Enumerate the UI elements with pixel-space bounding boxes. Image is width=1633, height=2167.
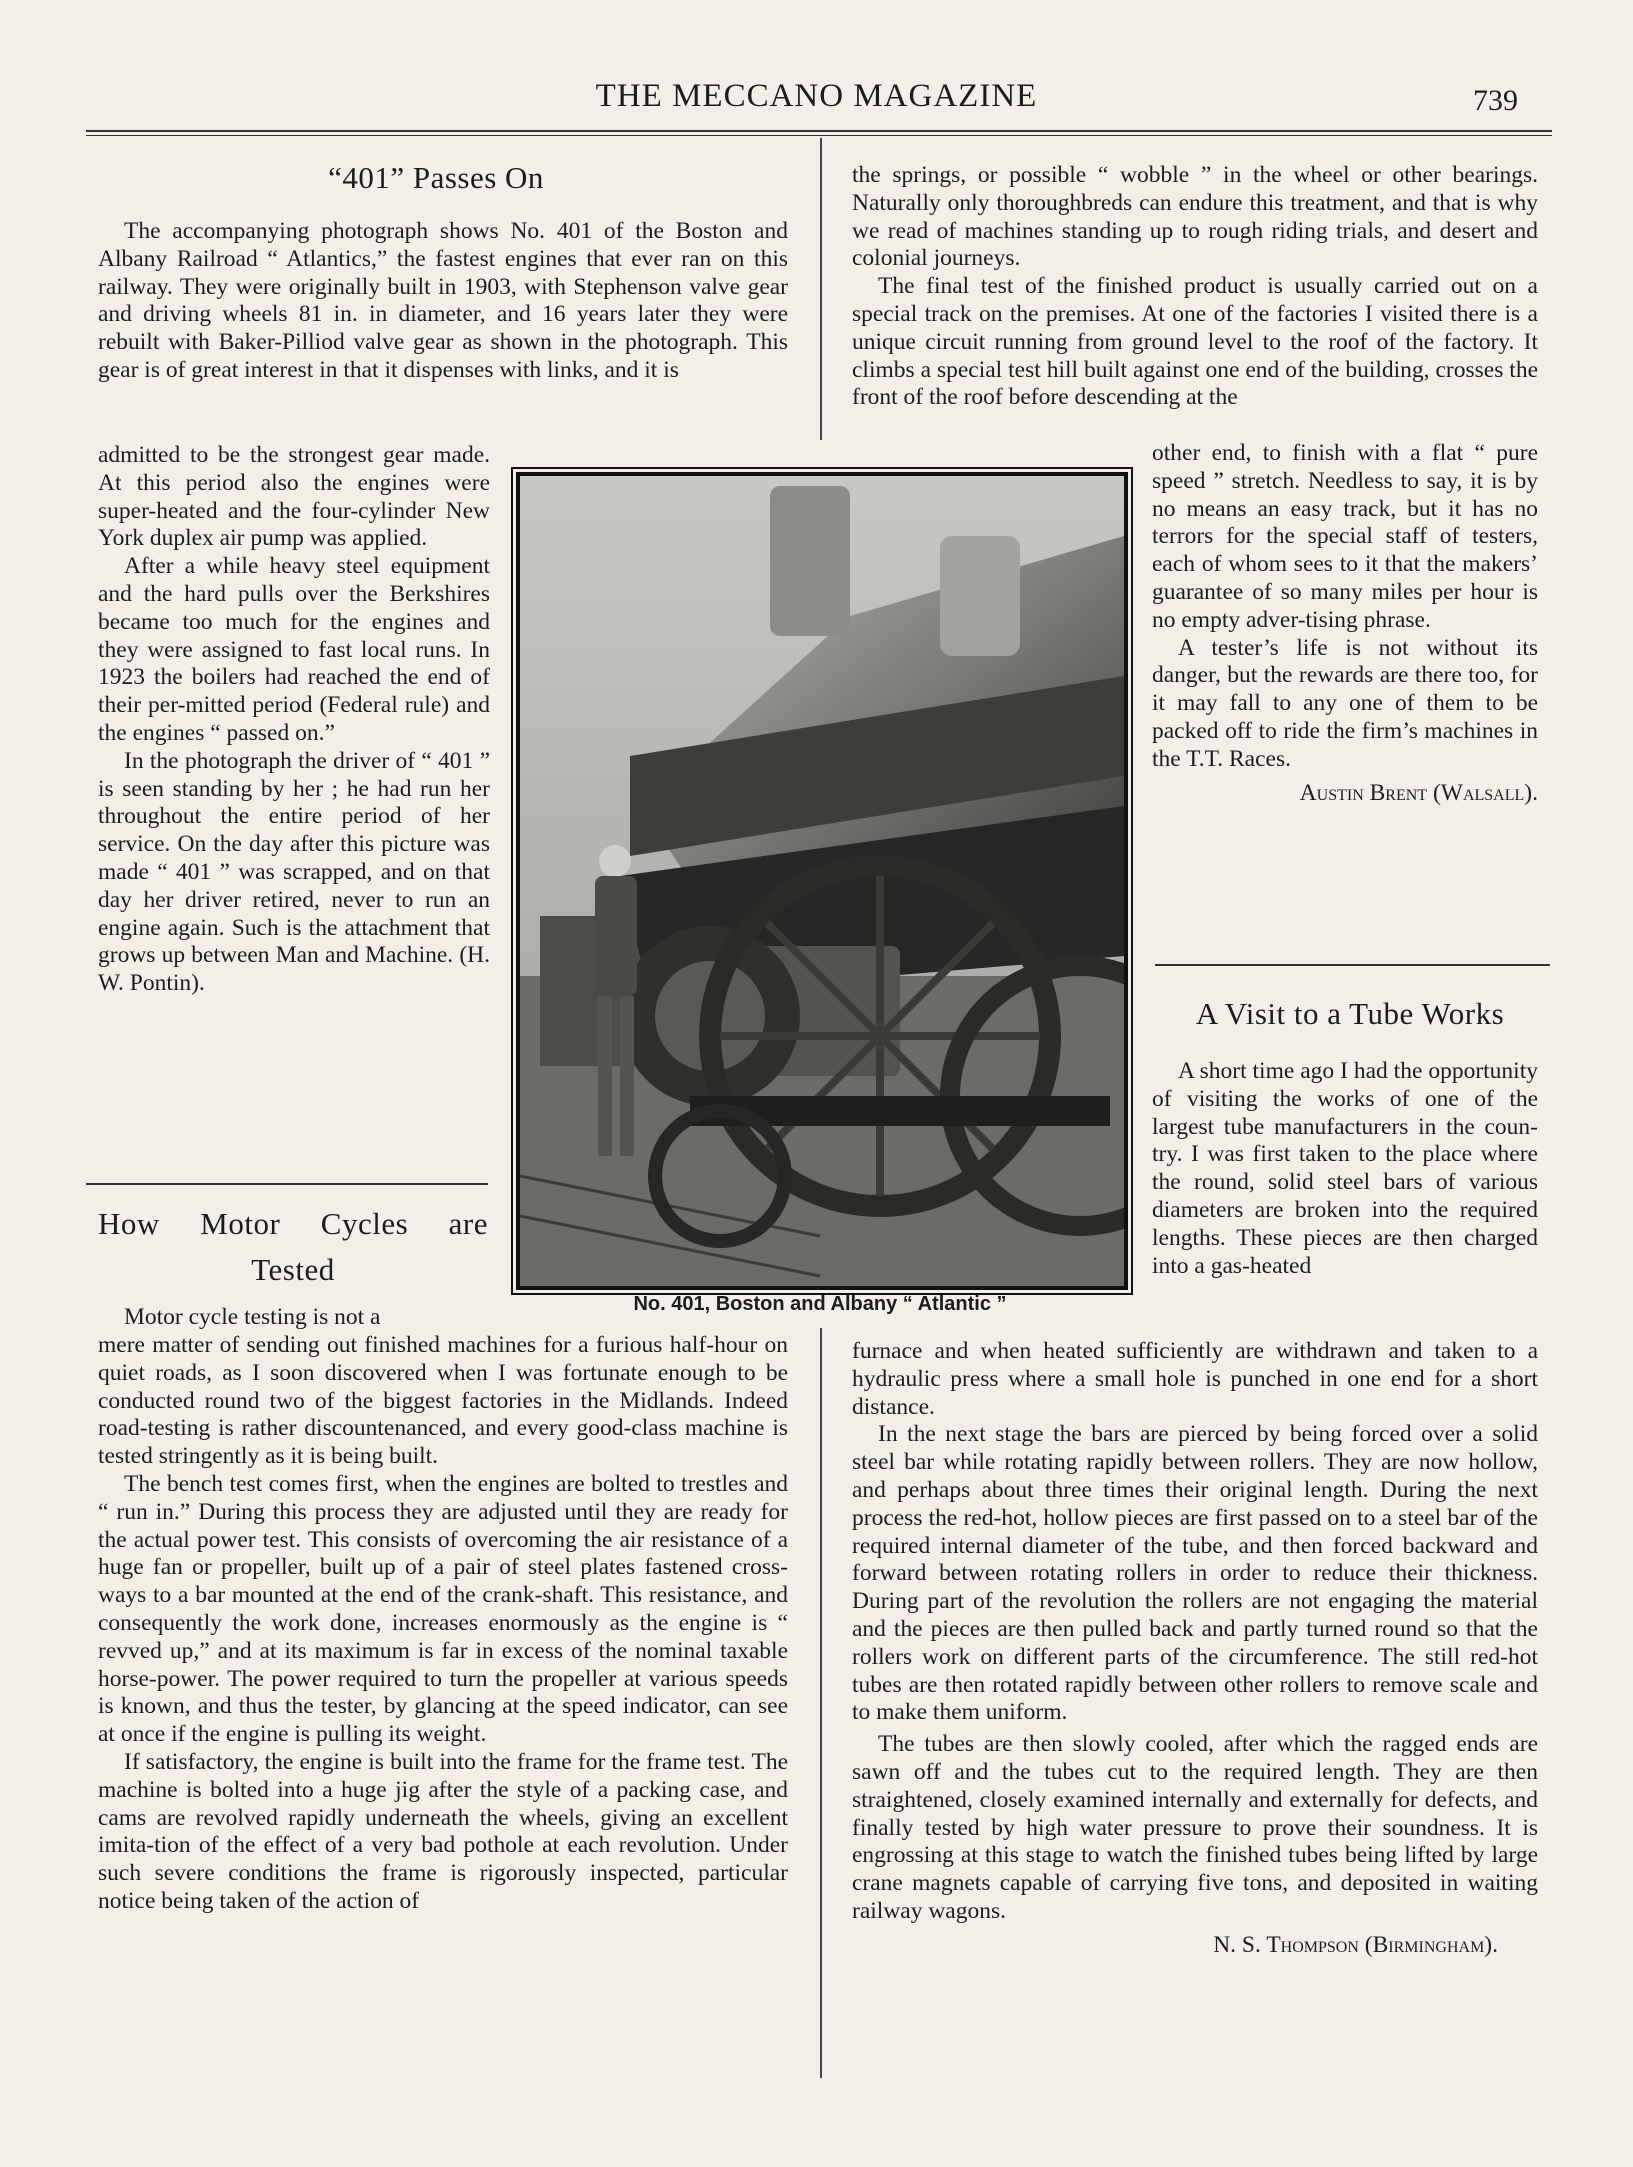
author-signature: Austin Brent (Walsall). [1299,779,1538,806]
paragraph: A short time ago I had the opportunity of visiting the works of one of the largest tube manufacturers in the coun-try. I was first taken to the place where the round, solid steel bars of various diameters are broken into the required lengths. These pieces are then charged into a gas-heated [1152,1058,1538,1279]
article-title-401: “401” Passes On [328,160,544,195]
locomotive-illustration [520,476,1124,1286]
paragraph: A tester’s life is not without its danger, but the rewards are there too, for it may fall to any one of them to be packed off to ride the firm’s machines in the T.T. Races. [1152,634,1538,772]
paragraph: In the next stage the bars are pierced by being forced over a solid steel bar while rotating rapidly between rollers. They are now hollow, and perhaps about three times their original length. During the next process the red-hot, hollow pieces are first passed on to a steel bar of the required internal diameter of the tube, and then forced backward and forward between rotating rollers in order to reduce their thickness. During part of the revolution the rollers are not engaging the material and the pieces are then pulled back and partly turned round so that the rollers work on different parts of the circumference. The still red-hot tubes are then rotated rapidly between other rollers to remove scale and to make them uniform. [852,1421,1538,1726]
article-title-motor-cycles-line1: How Motor Cycles are [98,1206,488,1241]
paragraph: If satisfactory, the engine is built into the frame for the frame test. The machine is bolted into a huge jig after the style of a packing case, and cams are revolved rapidly underneath the wheels, giving an excellent imita-tion of the effect of a very bad pothole at each revolution. Under such severe conditions the frame is rigorously inspected, particular notice being taken of the action of [98,1748,788,1914]
paragraph: The tubes are then slowly cooled, after which the ragged ends are sawn off and the tubes cut to the required length. They are then straightened, closely examined internally and externally for defects, and finally tested by high water pressure to prove their soundness. It is engrossing at this stage to watch the finished tubes being lifted by large crane magnets capable of carrying five tons, and deposited in waiting railway wagons. [852,1731,1538,1924]
header-rule [86,130,1552,136]
article-title-tube-works: A Visit to a Tube Works [1195,996,1505,1031]
article-401-body [98,442,490,998]
paragraph: admitted to be the strongest gear made. At this period also the engines were super-heated and the four-cylinder New York duplex air pump was applied. [98,442,490,552]
page-number: 739 [1473,84,1518,117]
author-signature: N. S. Thompson (Birmingham). [1213,1931,1498,1958]
paragraph: The final test of the finished product is usually carried out on a special track on the premises. At one of the factories I visited there is a unique circuit running from ground level to the roof of the factory. It climbs a special test hill built against one end of the building, crosses the front of the roof before descending at the [852,273,1538,411]
article-motor-body-left [98,1332,788,1916]
article-title-motor-cycles-line2: Tested [251,1252,335,1287]
column-divider-lower [820,1328,822,2078]
article-motor-body-right [852,162,1538,412]
paragraph: In the photograph the driver of “ 401 ” is seen standing by her ; he had run her throughout the entire period of her service. On the day after this picture was made “ 401 ” was scrapped, and on that day her driver retired, never to run an engine again. Such is the attachment that grows up between Man and Machine. (H. W. Pontin). [98,747,490,997]
locomotive-photo [516,472,1128,1290]
paragraph: The bench test comes first, when the engines are bolted to trestles and “ run in.” During this process they are adjusted until they are ready for the actual power test. This consists of overcoming the air resistance of a huge fan or propeller, built up of a pair of steel plates fastened cross-ways to a bar mounted at the end of the crank-shaft. This resistance, and consequently the work done, increases enormously as the engine is “ revved up,” and at its maximum is far in excess of the nominal taxable horse-power. The power required to turn the propeller at various speeds is known, and thus the tester, by glancing at the speed indicator, can see at once if the engine is pulling its weight. [98,1470,788,1748]
section-divider [86,1183,488,1185]
running-head: THE MECCANO MAGAZINE [595,78,1038,114]
article-tube-body-narrow [1152,1058,1538,1280]
paragraph: After a while heavy steel equipment and the hard pulls over the Berkshires became too much for the engines and they were assigned to fast local runs. In 1923 the boilers had reached the end of their per-mitted period (Federal rule) and the engines “ passed on.” [98,553,490,746]
paragraph: other end, to finish with a flat “ pure speed ” stretch. Needless to say, it is by no means an easy track, but it has no terrors for the special staff of testers, each of whom sees to it that the makers’ guarantee of so many miles per hour is no empty adver-tising phrase. [1152,440,1538,633]
article-401-intro [98,218,788,385]
photo-caption: No. 401, Boston and Albany “ Atlantic ” [633,1293,1007,1315]
paragraph: The accompanying photograph shows No. 401 of the Boston and Albany Railroad “ Atlantics,” the fastest engines that ever ran on this railway. They were originally built in 1903, with Stephenson valve gear and driving wheels 81 in. in diameter, and 16 years later they were rebuilt with Baker-Pilliod valve gear as shown in the photograph. This gear is of great interest in that it dispenses with links, and it is [98,218,788,383]
article-motor-body-start [98,1304,498,1332]
paragraph: the springs, or possible “ wobble ” in the wheel or other bearings. Naturally only thoroughbreds can endure this treatment, and that is why we read of machines standing up to rough riding trials, and desert and colonial journeys. [852,162,1538,272]
paragraph: mere matter of sending out finished machines for a furious half-hour on quiet roads, as I soon discovered when I was fortunate enough to be conducted round two of the biggest factories in the Midlands. Indeed road-testing is rather discountenanced, and every good-class machine is tested stringently as it is being built. [98,1332,788,1470]
article-motor-body-right-narrow [1152,440,1538,807]
section-divider [1155,964,1550,966]
paragraph: Motor cycle testing is not a [124,1304,381,1330]
paragraph: furnace and when heated sufficiently are withdrawn and taken to a hydraulic press where a small hole is punched in one end for a short distance. [852,1338,1538,1420]
article-tube-body [852,1338,1538,1960]
column-divider-upper [820,138,822,440]
